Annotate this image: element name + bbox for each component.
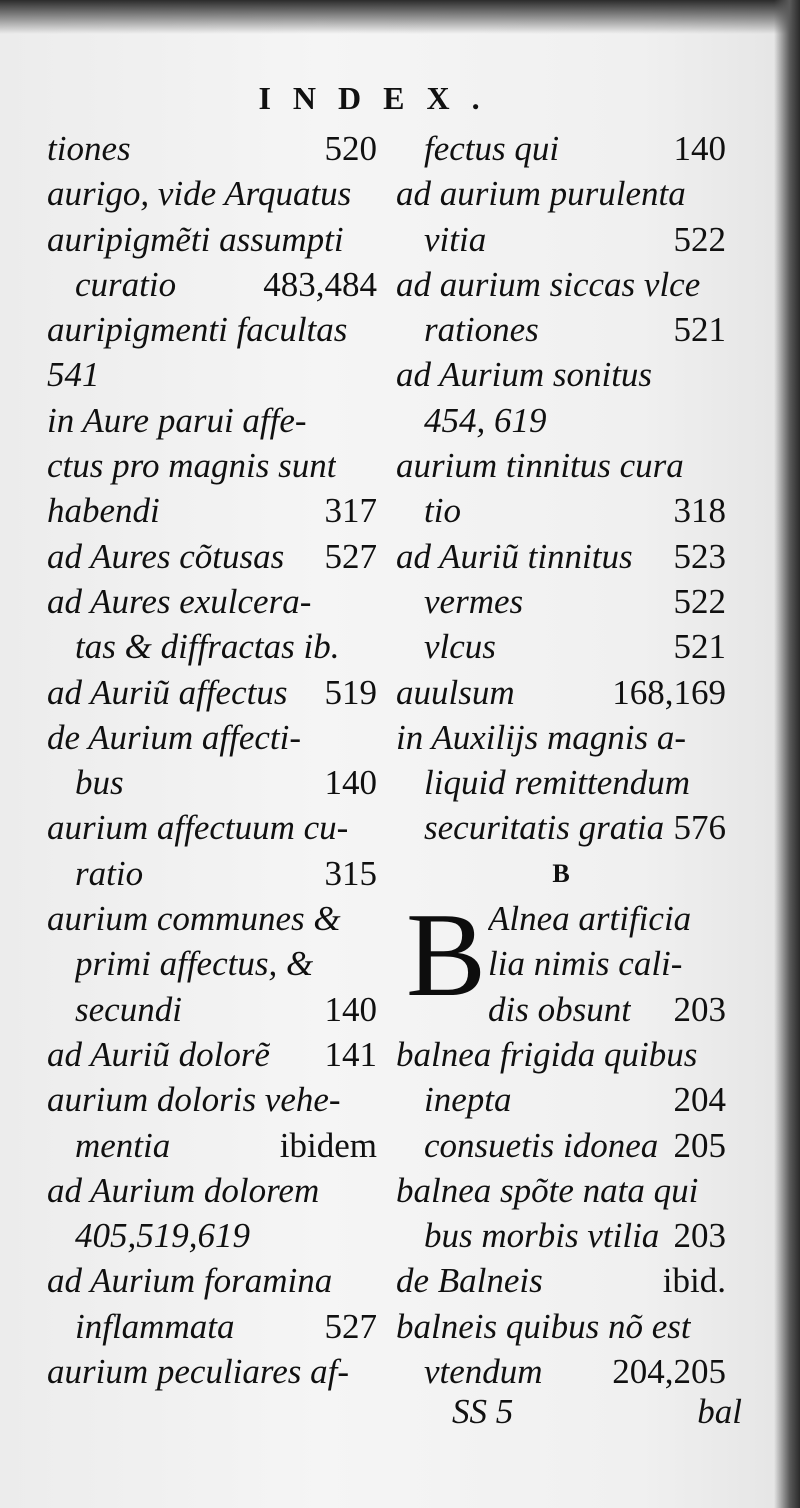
index-entry: [396, 488, 726, 533]
index-entry: [47, 1349, 377, 1394]
index-entry: [47, 443, 377, 488]
index-entry: [47, 307, 377, 352]
index-entry: [396, 398, 726, 443]
page-header: INDEX.: [258, 80, 502, 116]
entry-text: aurium communes &: [47, 899, 341, 939]
entry-page-ref: 521: [673, 310, 726, 350]
index-entry: [47, 987, 377, 1032]
entry-page-ref: 483,484: [263, 264, 377, 304]
index-entry: [396, 352, 726, 397]
entry-page-ref: 204,205: [612, 1352, 726, 1392]
entry-text: curatio: [75, 264, 177, 304]
scan-shadow-right: [774, 0, 800, 1508]
entry-page-ref: 140: [673, 129, 726, 168]
entry-page-ref: 205: [673, 1125, 726, 1165]
index-entry: [396, 670, 726, 715]
index-entry: [47, 896, 377, 941]
entry-text: in Auxilijs magnis a-: [396, 717, 687, 757]
index-entry: [396, 1349, 726, 1394]
entry-text: ratio: [75, 853, 144, 893]
index-entry: [47, 624, 377, 669]
entry-text: ad Aurium dolorem: [47, 1170, 320, 1210]
index-entry: [47, 715, 377, 760]
entry-page-ref: 168,169: [612, 672, 726, 712]
entry-text: tio: [424, 491, 461, 531]
entry-text: tiones: [47, 129, 131, 168]
entry-text: mentia: [75, 1125, 171, 1165]
entry-text: aurium peculiares af-: [47, 1352, 349, 1392]
entry-text: 541: [47, 355, 100, 395]
entry-text: ctus pro magnis sunt: [47, 446, 337, 486]
entry-text: ad Aurium sonitus: [396, 355, 653, 395]
entry-text: vlcus: [424, 627, 496, 667]
section-letter: B: [552, 858, 570, 888]
entry-text: ad Aures cõtusas: [47, 536, 285, 576]
index-entry: [396, 805, 726, 850]
index-entry: [47, 1123, 377, 1168]
entry-text: inepta: [424, 1080, 512, 1120]
index-entry: [396, 443, 726, 488]
entry-page-ref: ibid.: [662, 1261, 726, 1301]
index-entry: [47, 579, 377, 624]
entry-text: rationes: [424, 310, 539, 350]
entry-page-ref: 519: [324, 672, 377, 712]
entry-page-ref: 140: [324, 763, 377, 803]
index-entry: [396, 1123, 726, 1168]
entry-text: bus: [75, 763, 124, 803]
entry-text: fectus qui: [424, 129, 560, 168]
index-entry: [47, 217, 377, 262]
entry-text: primi affectus, &: [75, 944, 314, 984]
index-entry: [396, 171, 726, 216]
index-entry: [396, 126, 726, 171]
index-entry: [396, 262, 726, 307]
entry-text: aurium doloris vehe-: [47, 1080, 341, 1120]
entry-text: auripigmẽti assumpti: [47, 219, 344, 259]
entry-text: lia nimis cali-: [488, 944, 683, 984]
index-entry: [47, 171, 377, 216]
scan-shadow-top: [0, 0, 800, 34]
entry-page-ref: 315: [324, 853, 377, 893]
index-entry: [47, 352, 377, 397]
entry-text: de Balneis: [396, 1261, 543, 1301]
entry-text: ad aurium purulenta: [396, 174, 686, 214]
page-footer: [452, 1392, 742, 1432]
entry-text: vtendum: [424, 1352, 543, 1392]
index-entry: [396, 1168, 726, 1213]
index-entry: [47, 1258, 377, 1303]
entry-text: vermes: [424, 581, 524, 621]
index-entry: [396, 715, 726, 760]
index-entry: [396, 624, 726, 669]
index-entry: [396, 217, 726, 262]
entry-text: de Aurium affecti-: [47, 717, 302, 757]
entry-page-ref: 204: [673, 1080, 726, 1120]
index-entry: [396, 307, 726, 352]
catchword: bal: [697, 1392, 742, 1431]
entry-text: aurium tinnitus cura: [396, 446, 684, 486]
index-entry: [47, 1077, 377, 1122]
entry-page-ref: 527: [324, 536, 377, 576]
index-entry: [47, 851, 377, 896]
entry-page-ref: 141: [324, 1034, 377, 1074]
index-entry: [47, 262, 377, 307]
entry-text: Alnea artificia: [488, 899, 692, 939]
index-entry: [396, 1077, 726, 1122]
entry-text: ad Auriũ dolorẽ: [47, 1034, 270, 1074]
entry-page-ref: 522: [673, 219, 726, 259]
index-entry: [47, 941, 377, 986]
index-entry: [47, 488, 377, 533]
index-entry: [396, 579, 726, 624]
entry-text: aurigo, vide Arquatus: [47, 174, 352, 214]
index-entry: [47, 805, 377, 850]
entry-text: securitatis gratia: [424, 808, 665, 848]
entry-text: consuetis idonea: [424, 1125, 659, 1165]
entry-text: auulsum: [396, 672, 515, 712]
index-entry: [47, 126, 377, 171]
entry-page-ref: ibidem: [279, 1125, 377, 1165]
entry-text: ad aurium siccas vlce: [396, 264, 701, 304]
entry-text: in Aure parui affe-: [47, 400, 307, 440]
signature-mark: SS 5: [452, 1392, 514, 1431]
entry-text: balnea spõte nata qui: [396, 1170, 699, 1210]
entry-page-ref: 523: [673, 536, 726, 576]
index-entry: [47, 760, 377, 805]
entry-page-ref: 527: [324, 1306, 377, 1346]
index-entry: [396, 1213, 726, 1258]
drop-cap-letter: B: [406, 888, 487, 1022]
entry-page-ref: 317: [324, 491, 377, 531]
index-entry: [47, 1213, 377, 1258]
index-entry: [47, 670, 377, 715]
entry-text: 454, 619: [424, 400, 547, 440]
entry-page-ref: 203: [673, 989, 726, 1029]
entry-text: dis obsunt: [488, 989, 631, 1029]
entry-text: ad Aures exulcera-: [47, 581, 312, 621]
entry-text: liquid remittendum: [424, 763, 691, 803]
entry-page-ref: 576: [673, 808, 726, 848]
index-entry: [396, 1304, 726, 1349]
index-entry: [47, 534, 377, 579]
index-entry: [396, 534, 726, 579]
entry-text: ad Auriũ affectus: [47, 672, 288, 712]
entry-page-ref: 520: [324, 129, 377, 168]
index-entry: [396, 760, 726, 805]
entry-page-ref: 318: [673, 491, 726, 531]
entry-text: balnea frigida quibus: [396, 1034, 698, 1074]
entry-text: auripigmenti facultas: [47, 310, 348, 350]
entry-text: habendi: [47, 491, 160, 531]
index-entry: [47, 1032, 377, 1077]
left-column: [47, 126, 377, 1394]
entry-page-ref: 203: [673, 1216, 726, 1256]
entry-text: vitia: [424, 219, 487, 259]
right-column: [396, 126, 726, 1394]
entry-page-ref: 521: [673, 627, 726, 667]
entry-page-ref: 140: [324, 989, 377, 1029]
entry-text: 405,519,619: [75, 1216, 250, 1256]
index-entry: [47, 398, 377, 443]
drop-cap-block: [396, 888, 726, 1032]
index-entry: [47, 1168, 377, 1213]
entry-text: tas & diffractas ib.: [75, 627, 340, 667]
entry-page-ref: 522: [673, 581, 726, 621]
entry-text: inflammata: [75, 1306, 235, 1346]
entry-text: aurium affectuum cu-: [47, 808, 349, 848]
index-entry: [396, 1258, 726, 1303]
entry-text: balneis quibus nõ est: [396, 1306, 691, 1346]
entry-text: secundi: [75, 989, 182, 1029]
index-entry: [47, 1304, 377, 1349]
entry-text: bus morbis vtilia: [424, 1216, 660, 1256]
index-entry: [396, 1032, 726, 1077]
entry-text: ad Auriũ tinnitus: [396, 536, 633, 576]
entry-text: ad Aurium foramina: [47, 1261, 333, 1301]
